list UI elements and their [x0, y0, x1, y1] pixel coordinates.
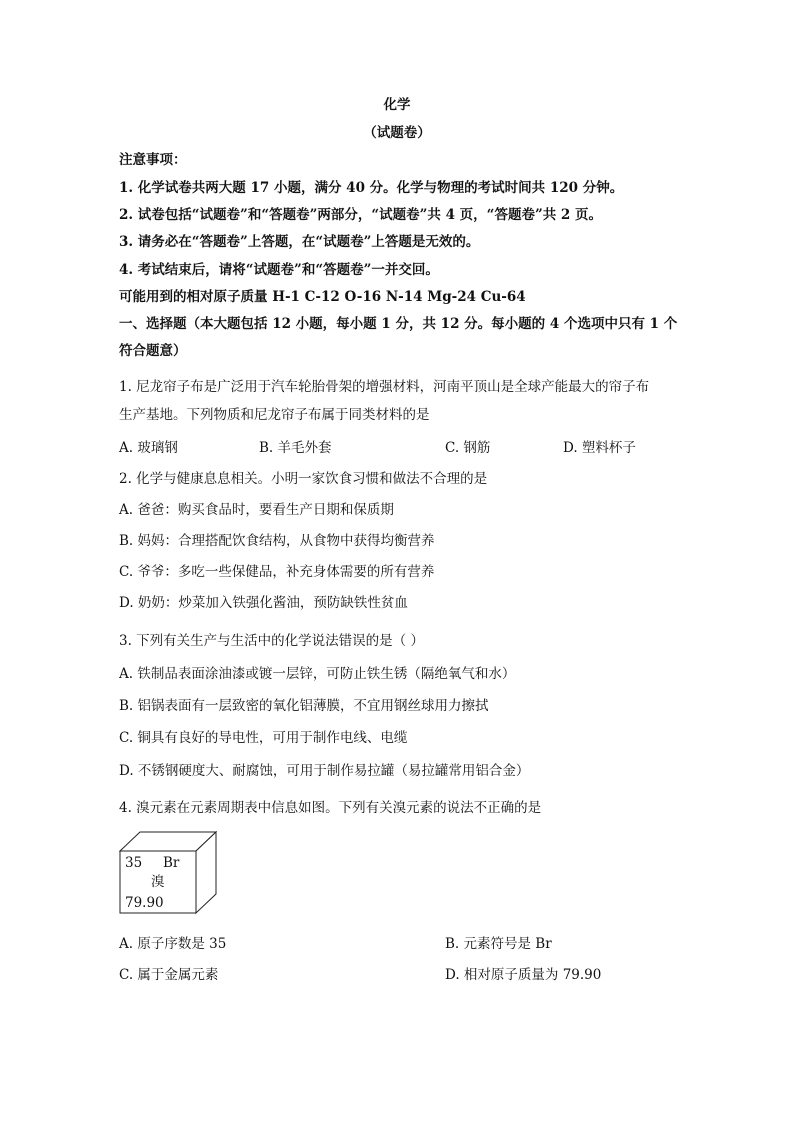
q3-option-c: C. 铜具有良好的导电性，可用于制作电线、电缆	[119, 730, 408, 746]
notice-item-1: 1. 化学试卷共两大题 17 小题，满分 40 分。化学与物理的考试时间共 120 分钟。	[119, 180, 624, 196]
section-heading-line1: 一、选择题（本大题包括 12 小题，每小题 1 分，共 12 分。每小题的 4 个选项中只有 1 个	[119, 316, 678, 332]
q2-option-c: C. 爷爷：多吃一些保健品，补充身体需要的所有营养	[119, 564, 435, 580]
element-name: 溴	[151, 874, 165, 890]
q4-option-d: D. 相对原子质量为 79.90	[445, 967, 602, 983]
section-heading-line2: 符合题意）	[119, 343, 187, 359]
q1-option-a: A. 玻璃钢	[119, 440, 178, 456]
notice-heading: 注意事项：	[119, 152, 187, 168]
element-atomic-mass: 79.90	[125, 895, 164, 911]
q1-option-c: C. 钢筋	[445, 440, 491, 456]
q1-option-b: B. 羊毛外套	[259, 440, 332, 456]
q2-option-a: A. 爸爸：购买食品时，要看生产日期和保质期	[119, 502, 394, 518]
q2-option-d: D. 奶奶：炒菜加入铁强化酱油，预防缺铁性贫血	[119, 595, 408, 611]
q1-stem-line1: 1. 尼龙帘子布是广泛用于汽车轮胎骨架的增强材料，河南平顶山是全球产能最大的帘子布	[119, 379, 650, 395]
page-subtitle: （试题卷）	[363, 125, 431, 141]
notice-item-4: 4. 考试结束后，请将“试题卷”和“答题卷”一并交回。	[119, 262, 439, 278]
notice-item-2: 2. 试卷包括“试题卷”和“答题卷”两部分，“试题卷”共 4 页，“答题卷”共 2 页。	[119, 207, 602, 223]
element-atomic-number: 35	[125, 855, 143, 871]
q4-option-a: A. 原子序数是 35	[119, 936, 227, 952]
q4-option-c: C. 属于金属元素	[119, 967, 219, 983]
q3-option-d: D. 不锈钢硬度大、耐腐蚀，可用于制作易拉罐（易拉罐常用铝合金）	[119, 763, 530, 779]
page-title: 化学	[383, 97, 411, 113]
q3-stem: 3. 下列有关生产与生活中的化学说法错误的是（ ）	[119, 633, 424, 649]
q2-stem: 2. 化学与健康息息相关。小明一家饮食习惯和做法不合理的是	[119, 471, 488, 487]
q4-option-b: B. 元素符号是 Br	[445, 936, 552, 952]
q3-option-b: B. 铝锅表面有一层致密的氧化铝薄膜，不宜用钢丝球用力擦拭	[119, 698, 489, 714]
notice-item-3: 3. 请务必在“答题卷”上答题，在“试题卷”上答题是无效的。	[119, 234, 480, 250]
atomic-masses: 可能用到的相对原子质量 H-1 C-12 O-16 N-14 Mg-24 Cu-64	[119, 289, 526, 305]
element-symbol: Br	[163, 855, 180, 871]
q1-option-d: D. 塑料杯子	[563, 440, 636, 456]
q2-option-b: B. 妈妈：合理搭配饮食结构，从食物中获得均衡营养	[119, 533, 435, 549]
q4-stem: 4. 溴元素在元素周期表中信息如图。下列有关溴元素的说法不正确的是	[119, 800, 542, 816]
q1-stem-line2: 生产基地。下列物质和尼龙帘子布属于同类材料的是	[119, 407, 430, 423]
q3-option-a: A. 铁制品表面涂油漆或镀一层锌，可防止铁生锈（隔绝氧气和水）	[119, 666, 516, 682]
